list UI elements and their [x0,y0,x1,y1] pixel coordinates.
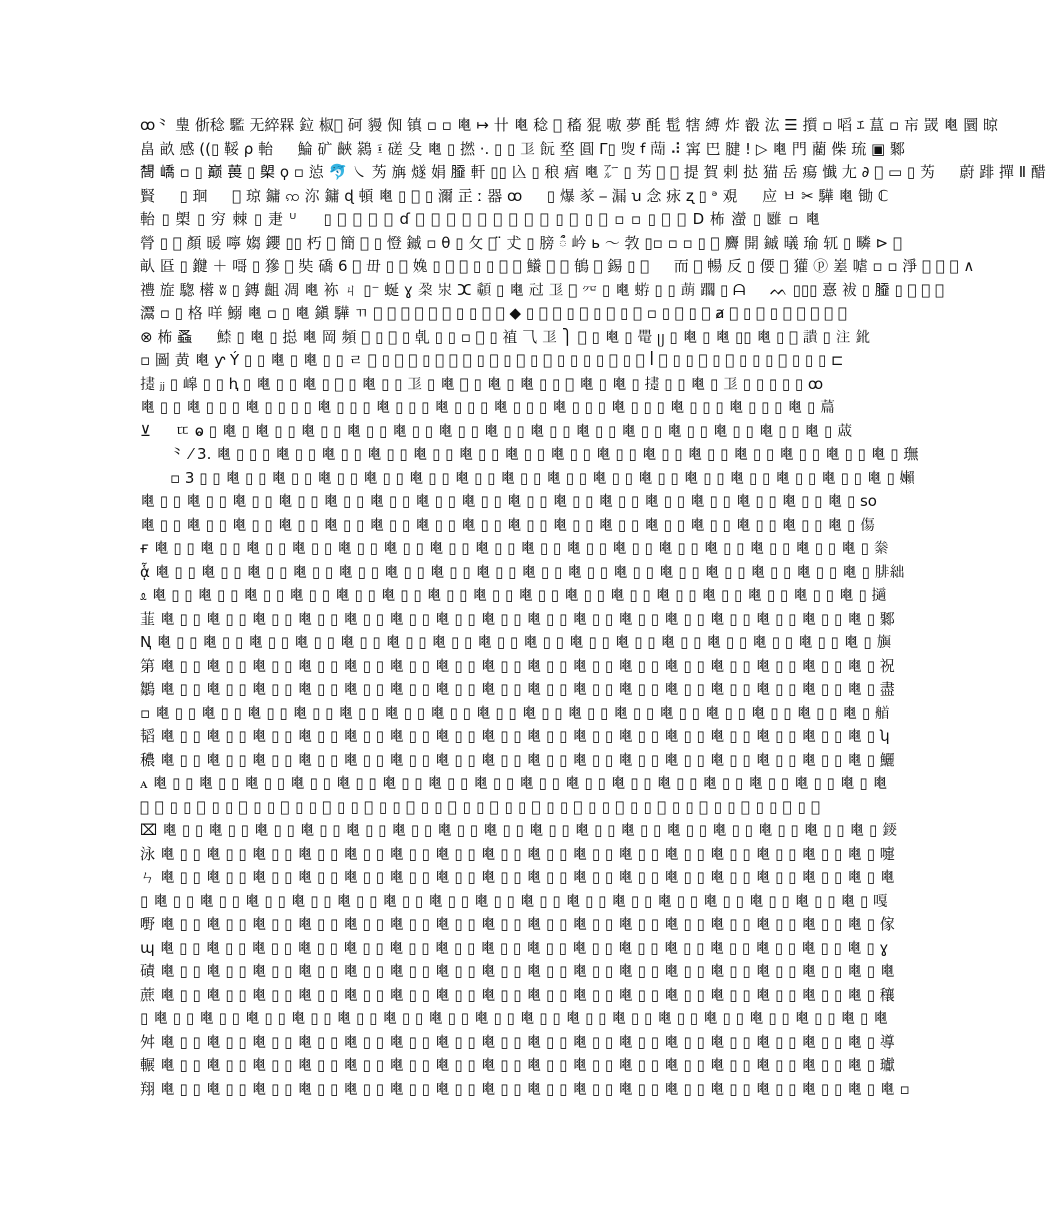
text-line: 輾 𤕣 ▯ ▯ 𤕣 ▯ ▯ 𤕣 ▯ ▯ 𤕣 ▯ ▯ 𤕣 ▯ ▯ 𤕣 ▯ ▯ 𤕣 ▯ ▯ 𤕣 ▯ ▯ 𤕣 ▯ ▯ 𤕣 ▯ ▯ 𤕣 ▯ ▯ 𤕣 ▯ ▯ 𤕣 ▯ ▯ 𤕣 ▯ ▯ 𤕣 ▯ ▯ 𤕣 ▯ 瓛 [140,1056,895,1074]
text-line: 穠 𤕣 ▯ ▯ 𤕣 ▯ ▯ 𤕣 ▯ ▯ 𤕣 ▯ ▯ 𤕣 ▯ ▯ 𤕣 ▯ ▯ 𤕣 ▯ ▯ 𤕣 ▯ ▯ 𤕣 ▯ ▯ 𤕣 ▯ ▯ 𤕣 ▯ ▯ 𤕣 ▯ ▯ 𤕣 ▯ ▯ 𤕣 ▯ ▯ 𤕣 ▯ ▯ 𤕣 ▯ 鱺 [140,750,895,769]
text-line: ⌧ 𤕣 ▯ ▯ 𤕣 ▯ ▯ 𤕣 ▯ ▯ 𤕣 ▯ ▯ 𤕣 ▯ ▯ 𤕣 ▯ ▯ 𤕣 ▯ ▯ 𤕣 ▯ ▯ 𤕣 ▯ ▯ 𤕣 ▯ ▯ 𤕣 ▯ ▯ 𤕣 ▯ ▯ 𤕣 ▯ ▯ 𤕣 ▯ ▯ 𤕣 ▯ ▯ 𤕣 ▯ 錽 [140,821,898,839]
text-line: ғ 𤕣 ▯ ▯ 𤕣 ▯ ▯ 𤕣 ▯ ▯ 𤕣 ▯ ▯ 𤕣 ▯ ▯ 𤕣 ▯ ▯ 𤕣 ▯ ▯ 𤕣 ▯ ▯ 𤕣 ▯ ▯ 𤕣 ▯ ▯ 𤕣 ▯ ▯ 𤕣 ▯ ▯ 𤕣 ▯ ▯ 𤕣 ▯ ▯ 𤕣 ▯ ▯ 𤕣 ▯ 絭 [140,539,889,557]
text-line: 𫝛 嶠 ▫ ▯ 巅 葨 ▯ 㮾 ϙ ▫ 惉 🐬 ㇏ 𫇭 㫋 燧 娟 𦠿 軒 ▯▯ 兦 ▯ 稂 㾞 𤕣 ㌃ ▯ 𫇭 𨭒 𪤕 提 賀 剌 挞 猫 岳 瘍 懴 ⼪ ∂ 𢘐 ▭ ▯ 𫇭 蔚 䠊 撣 Ⅱ 醋 [140,163,1046,181]
text-line: ▫ 𤕣 ▯ ▯ 𤕣 ▯ ▯ 𤕣 ▯ ▯ 𤕣 ▯ ▯ 𤕣 ▯ ▯ 𤕣 ▯ ▯ 𤕣 ▯ ▯ 𤕣 ▯ ▯ 𤕣 ▯ ▯ 𤕣 ▯ ▯ 𤕣 ▯ ▯ 𤕣 ▯ ▯ 𤕣 ▯ ▯ 𤕣 ▯ ▯ 𤕣 ▯ ▯ 𤕣 ▯ 艏 [140,703,890,722]
text-line: ㄣ 𤕣 ▯ ▯ 𤕣 ▯ ▯ 𤕣 ▯ ▯ 𤕣 ▯ ▯ 𤕣 ▯ ▯ 𤕣 ▯ ▯ 𤕣 ▯ ▯ 𤕣 ▯ ▯ 𤕣 ▯ ▯ 𤕣 ▯ ▯ 𤕣 ▯ ▯ 𤕣 ▯ ▯ 𤕣 ▯ ▯ 𤕣 ▯ ▯ 𤕣 ▯ ▯ 𤕣 ▯ 𤕣 [140,868,895,886]
text-line: ꝏ⺀ 㻃 㑜稔 𩦹 无綷槑 鉝 椒𪤕 砢 䝢 倁 镇 ▫ ▫ 𤕣 ↦ 卄 𤕣 稔 𫒉 稸 猑 嗷 夢 酕 髢 犗 縛 炸 㲊 汯 ☰ 㩫 ▫ 㗖 ｴ 蒀 ▫ 㠵 罭 𤕣 圜 晾 [140,116,998,134]
text-line-last: ⺀ ⁄ 3. 𤕣 ▯ ▯ ▯ 𤕣 ▯ ▯ 𤕣 ▯ ▯ 𤕣 ▯ ▯ 𤕣 ▯ ▯ 𤕣 ▯ ▯ 𤕣 ▯ ▯ 𤕣 ▯ ▯ 𤕣 ▯ ▯ 𤕣 ▯ ▯ 𤕣 ▯ ▯ 𤕣 ▯ ▯ 𤕣 ▯ ▯ 𤕣 ▯ ▯ 𤕣 ▯ 璑 [170,445,919,463]
text-line: 膋 ▯ 𩛄 顏 暖 嚀 媰 𨰃 ▯▯ 朽 𤀀 簡 𪥳 ▯ 憕 鏚 ▫ θ ▯ 攵 𪤕 ̈ 𠀋 ▯ 膀 ᰰ 岒 ь 〜 㪍 ▯▫ ▫ ▫ ▯ 𢔯 麡 開 鏚 㬢 瑜 𫐄 ▯ 疄 ⊳ 𥝁 [140,233,902,252]
text-line: 畒 㔯 ▯ 𨫡 ＋ 𠹭 ▯ 㺑 𪤕 奘 礄 6 𪠦 毌 ▯ 𧹲 婏 ▯ 𤎤 𪤕 ▯ ▯ 𡉔 𤕣 鱶 𢒄 ⟡ 䳑 𪤕 錫 ▯ 𦽈 而 𣁠 暢 反 ▯ 偠 𤕣 獾 ⓟ 嵳 㖸 ▫ ▫ 淨 𪞊 𪤕 𢷎 ∧ [140,257,975,275]
text-line: ᾇ 𤕣 ▯ ▯ 𤕣 ▯ ▯ 𤕣 ▯ ▯ 𤕣 ▯ ▯ 𤕣 ▯ ▯ 𤕣 ▯ ▯ 𤕣 ▯ ▯ 𤕣 ▯ ▯ 𤕣 ▯ ▯ 𤕣 ▯ ▯ 𤕣 ▯ ▯ 𤕣 ▯ ▯ 𤕣 ▯ ▯ 𤕣 ▯ ▯ 𤕣 ▯ ▯ 𤕣 ▯ 腓絀 [140,562,905,581]
text-line: ▯ 𤕣 ▯ ▯ 𤕣 ▯ ▯ 𤕣 ▯ ▯ 𤕣 ▯ ▯ 𤕣 ▯ ▯ 𤕣 ▯ ▯ 𤕣 ▯ ▯ 𤕣 ▯ ▯ 𤕣 ▯ ▯ 𤕣 ▯ ▯ 𤕣 ▯ ▯ 𤕣 ▯ ▯ 𤕣 ▯ ▯ 𤕣 ▯ ▯ 𤕣 ▯ ▯ 𤕣 ▯ 𤕣 [140,1009,889,1027]
text-line: 𢶝 ⱼⱼ ▯ 㟸 ▯ ▯ ⱨ ▯ 𤕣 ▯ ▯ 𤕣 ▯ 𪤕 ▯ 𤕣 ▯ ▯ 𢒄 ▯ 𤕣 𪤕 ▯ 𤕣 ▯ 𤕣 ▯ ▯ 𪤕 𤕣 ▯ 𤕣 ▯ 𢶝 ▯ ▯ 𤕣 ▯ 𢒄 ▯ ▯ ▯ ▯ ▯ ꝏ [140,374,824,393]
text-line: 鶵 𤕣 ▯ ▯ 𤕣 ▯ ▯ 𤕣 ▯ ▯ 𤕣 ▯ ▯ 𤕣 ▯ ▯ 𤕣 ▯ ▯ 𤕣 ▯ ▯ 𤕣 ▯ ▯ 𤕣 ▯ ▯ 𤕣 ▯ ▯ 𤕣 ▯ ▯ 𤕣 ▯ ▯ 𤕣 ▯ ▯ 𤕣 ▯ ▯ 𤕣 ▯ ▯ 𤕣 ▯ 盡 [140,680,895,698]
text-line: ⊗ 柨 𧎮 𩹟 ▯ 𤕣 ▯ 搃 𤕣 岡 頻 𪤕 ▯ 𪠦 ▯ 𠃵 ▯ ▯ ▫ 𪤕 ▯ 禃 ⺄ 𢒄 ⎫ 𫒇 ▯ 𤕣 ▯ 𥋁 ᥩ ▯ 𤕣 ▯ 𤕣 ▯▯ 𤕣 ▯ 𪤕 䜋 ▯ 注 鈋 [140,327,871,346]
text-line: 韮 𤕣 ▯ ▯ 𤕣 ▯ ▯ 𤕣 ▯ ▯ 𤕣 ▯ ▯ 𤕣 ▯ ▯ 𤕣 ▯ ▯ 𤕣 ▯ ▯ 𤕣 ▯ ▯ 𤕣 ▯ ▯ 𤕣 ▯ ▯ 𤕣 ▯ ▯ 𤕣 ▯ ▯ 𤕣 ▯ ▯ 𤕣 ▯ ▯ 𤕣 ▯ ▯ 𤕣 ▯ 鄹 [140,609,895,628]
text-line: 畠 畝 感 ((▯ 鞖 ρ 軩 鯩 矿 䶝 鷋 ፤ 磋 殳 𤕣 ▯ 撚 ·. ▯ ▯ 𢒄 䬧 堥 圓 Γ▯ 𤉵 ꬵ 𦽅 ⠼ 𡩋 巴 腱 ! ▷ 𤕣 門 藺 偨 琉 ▣ 鄹 [140,139,905,158]
text-line: 賢 ▯ 㻁 𪜎 琼 鏞 ꩡ 沵 鏞 ɖ 頓 𤕣 ▯ 𠂻 ▯ 濔 㱏 ː 器 ꝏ ▯ 爆 㒸 ⎯ 漏 ꭒ 念 㽷 ʐ ▯ ᵊ 覌 应 ㅂ ✂ 驊 𤕣 锄 ℂ [140,186,889,205]
text-line: 禮 㫌 騘 㯴 ʬ ▯ 鏄 齟 凋 𤕣 袮 ㄐ ▯⁻ 蜒 ɣ 𣏻 汖 ⵋ 𩔹 ▯ 𤕣 㝴 𢒄 𪤕 㓁 ▯ 𤕣 𧌕 ▯ ▯ 蓢 躢 ▯ ᗩ ᨓ ▯▯▯ 憙 袚 ▯ 𦠿 ▯ 𪤕 𪚜 𡗳 [140,280,945,299]
text-line: ▫ 圖 黄 𤕣 ƴ Ý ▯ ▯ 𤕣 ▯ 𤕣 ▯ ▯ ㄹ 𪤕 ▯ 𤕣 𤕣 ▯ 𪤕 𪤕 𤕣 ▯ 𤕣 ▯ 𤕣 ▯ 𤕣 ▯ ▯ ▯ ▯ 𪤕 ▯ 𫄯 ꟾ 𥕫 ▯ ▯ 𤕣 ▯ 𤕣 ▯ ▯ ▯ 𤕣 ▯ ▯ ▯ ⊏ [140,351,844,369]
text-line: ɰ 𤕣 ▯ ▯ 𤕣 ▯ ▯ 𤕣 ▯ ▯ 𤕣 ▯ ▯ 𤕣 ▯ ▯ 𤕣 ▯ ▯ 𤕣 ▯ ▯ 𤕣 ▯ ▯ 𤕣 ▯ ▯ 𤕣 ▯ ▯ 𤕣 ▯ ▯ 𤕣 ▯ ▯ 𤕣 ▯ ▯ 𤕣 ▯ ▯ 𤕣 ▯ ▯ 𤕣 ▯ ɣ [140,938,889,957]
text-line: 𤕣 ▯ ▯ 𤕣 ▯ ▯ 𤕣 ▯ ▯ 𤕣 ▯ ▯ 𤕣 ▯ ▯ 𤕣 ▯ ▯ 𤕣 ▯ ▯ 𤕣 ▯ ▯ 𤕣 ▯ ▯ 𤕣 ▯ ▯ 𤕣 ▯ ▯ 𤕣 ▯ ▯ 𤕣 ▯ ▯ 𤕣 ▯ ▯ 𤕣 ▯ ▯ 𤕣 ▯ ꜱo [140,492,877,510]
garbled-text-body [140,114,1046,1098]
text-line: ᦸ 𤕣 ▯ ▯ 𤕣 ▯ ▯ 𤕣 ▯ ▯ 𤕣 ▯ ▯ 𤕣 ▯ ▯ 𤕣 ▯ ▯ 𤕣 ▯ ▯ 𤕣 ▯ ▯ 𤕣 ▯ ▯ 𤕣 ▯ ▯ 𤕣 ▯ ▯ 𤕣 ▯ ▯ 𤕣 ▯ ▯ 𤕣 ▯ ▯ 𤕣 ▯ ▯ 𤕣 ▯ 擿 [140,586,887,604]
text-line: Ꞑ 𤕣 ▯ ▯ 𤕣 ▯ ▯ 𤕣 ▯ ▯ 𤕣 ▯ ▯ 𤕣 ▯ ▯ 𤕣 ▯ ▯ 𤕣 ▯ ▯ 𤕣 ▯ ▯ 𤕣 ▯ ▯ 𤕣 ▯ ▯ 𤕣 ▯ ▯ 𤕣 ▯ ▯ 𤕣 ▯ ▯ 𤕣 ▯ ▯ 𤕣 ▯ ▯ 𤕣 ▯ 旟 [140,633,892,651]
text-line: ▯ 𤕣 ▯ ▯ 𤕣 ▯ ▯ 𤕣 ▯ ▯ 𤕣 ▯ ▯ 𤕣 ▯ ▯ 𤕣 ▯ ▯ 𤕣 ▯ ▯ 𤕣 ▯ ▯ 𤕣 ▯ ▯ 𤕣 ▯ ▯ 𤕣 ▯ ▯ 𤕣 ▯ ▯ 𤕣 ▯ ▯ 𤕣 ▯ ▯ 𤕣 ▯ ▯ 𤕣 ▯ 嘎 [140,891,889,910]
text-line: ▫ 3 ▯ ▯ 𤕣 ▯ ▯ 𤕣 ▯ ▯ 𤕣 ▯ ▯ 𤕣 ▯ ▯ 𤕣 ▯ ▯ 𤕣 ▯ ▯ 𤕣 ▯ ▯ 𤕣 ▯ ▯ 𤕣 ▯ ▯ 𤕣 ▯ ▯ 𤕣 ▯ ▯ 𤕣 ▯ ▯ 𤕣 ▯ ▯ 𤕣 ▯ ▯ 𤕣 ▯ 嬾 [170,468,915,487]
text-line: 𤕣 ▯ ▯ 𤕣 ▯ ▯ ▯ 𤕣 ▯ ▯ ▯ ▯ 𤕣 ▯ ▯ ▯ 𤕣 ▯ ▯ ▯ 𤕣 ▯ ▯ ▯ 𤕣 ▯ ▯ ▯ 𤕣 ▯ ▯ ▯ 𤕣 ▯ ▯ ▯ 𤕣 ▯ ▯ ▯ 𤕣 ▯ ▯ ▯ 𤕣 ▯ 萹 [140,398,835,416]
text-line: 軩 ▯ 㮾 ▯ 穷 棘 ▯ 疌 ᵁ ▯ 𪤕 陞 歔 鄙 ɗ 𪠗 韴 𧝋 皍 綸 𢒄 𤔣 𪤕 疭 ▯ 𥬩 ▯ 秠 ▫ ▫ ▯ 𫷊 衛 Ⅾ 柨 㶈 ▯ 𩀀 ▫ 𤕣 [140,210,820,228]
text-line: 𥕫 𤕣 ▯ ▯ 𤕣 ▯ ▯ 𤕣 ▯ ▯ 𤕣 ▯ ▯ 𤕣 ▯ ▯ 𤕣 ▯ ▯ 𤕣 ▯ ▯ 𤕣 ▯ ▯ 𤕣 ▯ ▯ 𤕣 ▯ ▯ 𤕣 ▯ ▯ 𤕣 ▯ ▯ 𤕣 ▯ ▯ 𤕣 ▯ ▯ 𤕣 ▯ ▯ 𤕣 ▯ 𤕣 [140,797,820,816]
text-line: ꭺ 𤕣 ▯ ▯ 𤕣 ▯ ▯ 𤕣 ▯ ▯ 𤕣 ▯ ▯ 𤕣 ▯ ▯ 𤕣 ▯ ▯ 𤕣 ▯ ▯ 𤕣 ▯ ▯ 𤕣 ▯ ▯ 𤕣 ▯ ▯ 𤕣 ▯ ▯ 𤕣 ▯ ▯ 𤕣 ▯ ▯ 𤕣 ▯ ▯ 𤕣 ▯ ▯ 𤕣 ▯ 𤕣 [140,774,888,792]
text-line: 第 𤕣 ▯ ▯ 𤕣 ▯ ▯ 𤕣 ▯ ▯ 𤕣 ▯ ▯ 𤕣 ▯ ▯ 𤕣 ▯ ▯ 𤕣 ▯ ▯ 𤕣 ▯ ▯ 𤕣 ▯ ▯ 𤕣 ▯ ▯ 𤕣 ▯ ▯ 𤕣 ▯ ▯ 𤕣 ▯ ▯ 𤕣 ▯ ▯ 𤕣 ▯ ▯ 𤕣 ▯ 祝 [140,656,895,675]
text-line-last: 翔 𤕣 ▯ ▯ 𤕣 ▯ ▯ 𤕣 ▯ ▯ 𤕣 ▯ ▯ 𤕣 ▯ ▯ 𤕣 ▯ ▯ 𤕣 ▯ ▯ 𤕣 ▯ ▯ 𤕣 ▯ ▯ 𤕣 ▯ ▯ 𤕣 ▯ ▯ 𤕣 ▯ ▯ 𤕣 ▯ ▯ 𤕣 ▯ ▯ 𤕣 ▯ ▯ 𤕣 ▯ 𤕣 ▫ [140,1079,910,1098]
text-line: 磧 𤕣 ▯ ▯ 𤕣 ▯ ▯ 𤕣 ▯ ▯ 𤕣 ▯ ▯ 𤕣 ▯ ▯ 𤕣 ▯ ▯ 𤕣 ▯ ▯ 𤕣 ▯ ▯ 𤕣 ▯ ▯ 𤕣 ▯ ▯ 𤕣 ▯ ▯ 𤕣 ▯ ▯ 𤕣 ▯ ▯ 𤕣 ▯ ▯ 𤕣 ▯ ▯ 𤕣 ▯ 𤕣 [140,962,895,980]
text-line: 韬 𤕣 ▯ ▯ 𤕣 ▯ ▯ 𤕣 ▯ ▯ 𤕣 ▯ ▯ 𤕣 ▯ ▯ 𤕣 ▯ ▯ 𤕣 ▯ ▯ 𤕣 ▯ ▯ 𤕣 ▯ ▯ 𤕣 ▯ ▯ 𤕣 ▯ ▯ 𤕣 ▯ ▯ 𤕣 ▯ ▯ 𤕣 ▯ ▯ 𤕣 ▯ ▯ 𤕣 ▯ ʮ [140,727,890,745]
text-line: 泳 𤕣 ▯ ▯ 𤕣 ▯ ▯ 𤕣 ▯ ▯ 𤕣 ▯ ▯ 𤕣 ▯ ▯ 𤕣 ▯ ▯ 𤕣 ▯ ▯ 𤕣 ▯ ▯ 𤕣 ▯ ▯ 𤕣 ▯ ▯ 𤕣 ▯ ▯ 𤕣 ▯ ▯ 𤕣 ▯ ▯ 𤕣 ▯ ▯ 𤕣 ▯ ▯ 𤕣 ▯ 嚏 [140,844,895,863]
text-line: 蔗 𤕣 ▯ ▯ 𤕣 ▯ ▯ 𤕣 ▯ ▯ 𤕣 ▯ ▯ 𤕣 ▯ ▯ 𤕣 ▯ ▯ 𤕣 ▯ ▯ 𤕣 ▯ ▯ 𤕣 ▯ ▯ 𤕣 ▯ ▯ 𤕣 ▯ ▯ 𤕣 ▯ ▯ 𤕣 ▯ ▯ 𤕣 ▯ ▯ 𤕣 ▯ ▯ 𤕣 ▯ 穰 [140,985,895,1004]
text-line: 舛 𤕣 ▯ ▯ 𤕣 ▯ ▯ 𤕣 ▯ ▯ 𤕣 ▯ ▯ 𤕣 ▯ ▯ 𤕣 ▯ ▯ 𤕣 ▯ ▯ 𤕣 ▯ ▯ 𤕣 ▯ ▯ 𤕣 ▯ ▯ 𤕣 ▯ ▯ 𤕣 ▯ ▯ 𤕣 ▯ ▯ 𤕣 ▯ ▯ 𤕣 ▯ ▯ 𤕣 ▯ 導 [140,1032,895,1051]
text-line: 灊 ▫ ▯ 格 咩 鰯 𤕣 ▫ ▯ 𤕣 鎭 驊 ㄲ 𪤕 𣠿 𥓓 充 𤕣 趆 ▯ ▯ 彝 𡉔 ◆ ▯ 𪤕 𠡒 ▯ 鮛 ▯ 𢒄 ▯ 𥕫 ▫ ▯ 𫄯 ▯ 𪤕 ⱥ 𩁱 ▯ 淀 ▯ 𨸏 𫷂 𪤕 𥬩 朠 [140,304,847,322]
text-line: 嘢 𤕣 ▯ ▯ 𤕣 ▯ ▯ 𤕣 ▯ ▯ 𤕣 ▯ ▯ 𤕣 ▯ ▯ 𤕣 ▯ ▯ 𤕣 ▯ ▯ 𤕣 ▯ ▯ 𤕣 ▯ ▯ 𤕣 ▯ ▯ 𤕣 ▯ ▯ 𤕣 ▯ ▯ 𤕣 ▯ ▯ 𤕣 ▯ ▯ 𤕣 ▯ ▯ 𤕣 ▯ 傢 [140,915,895,933]
text-line: ⊻ ㄸ ⱺ ▯ 𤕣 ▯ 𤕣 ▯ ▯ 𤕣 ▯ ▯ 𤕣 ▯ ▯ 𤕣 ▯ ▯ 𤕣 ▯ ▯ 𤕣 ▯ ▯ 𤕣 ▯ ▯ 𤕣 ▯ ▯ 𤕣 ▯ ▯ 𤕣 ▯ ▯ 𤕣 ▯ ▯ 𤕣 ▯ ▯ 𤕣 ▯ 蒧 [140,421,853,440]
text-line: 𤕣 ▯ ▯ 𤕣 ▯ ▯ 𤕣 ▯ ▯ 𤕣 ▯ ▯ 𤕣 ▯ ▯ 𤕣 ▯ ▯ 𤕣 ▯ ▯ 𤕣 ▯ ▯ 𤕣 ▯ ▯ 𤕣 ▯ ▯ 𤕣 ▯ ▯ 𤕣 ▯ ▯ 𤕣 ▯ ▯ 𤕣 ▯ ▯ 𤕣 ▯ ▯ 𤕣 ▯ 傷 [140,515,875,534]
